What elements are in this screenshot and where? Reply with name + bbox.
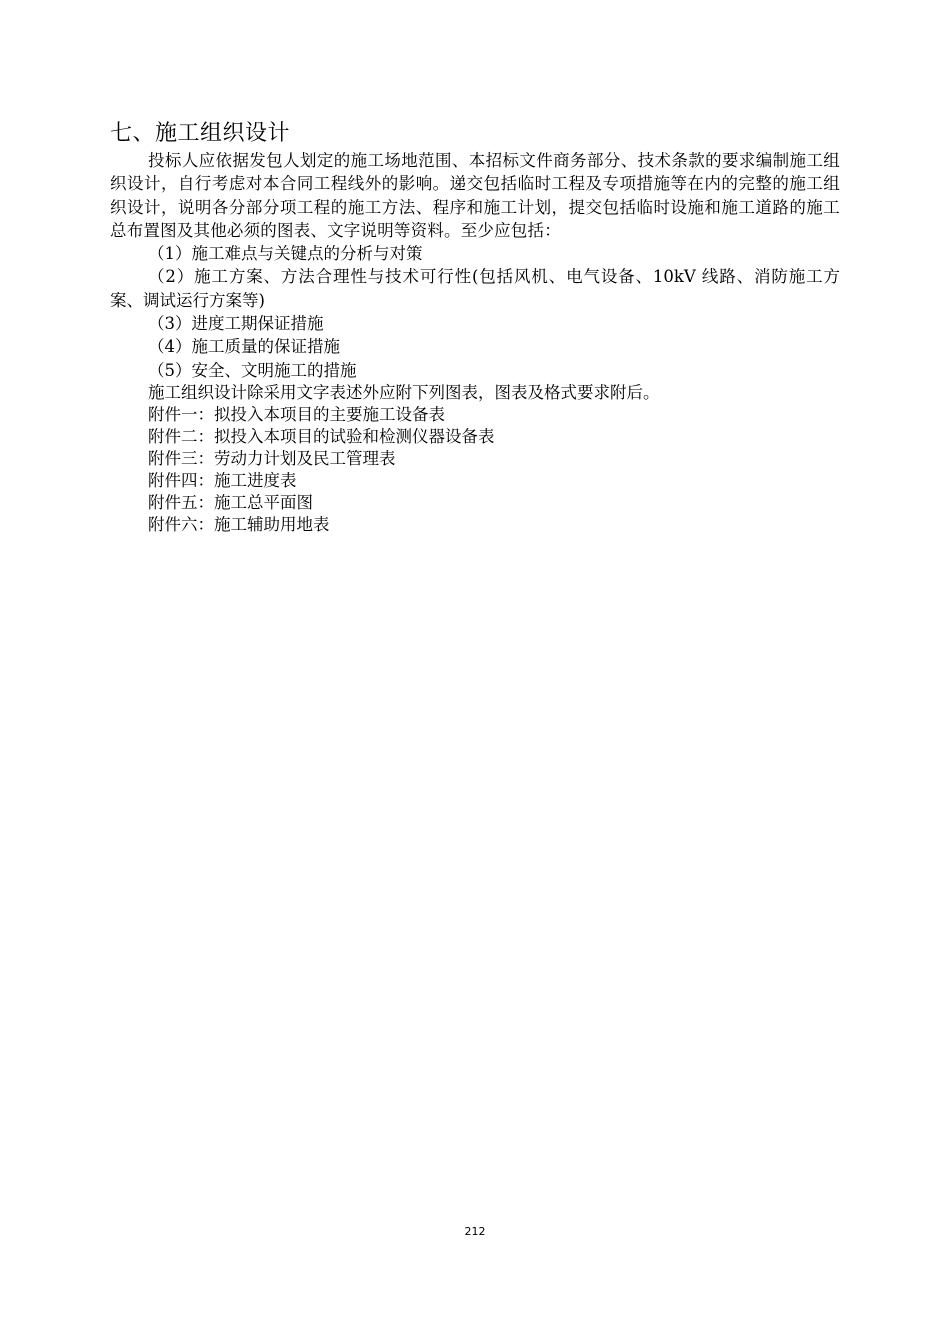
intro-paragraph: 投标人应依据发包人划定的施工场地范围、本招标文件商务部分、技术条款的要求编制施工组织设计，自行考虑对本合同工程线外的影响。递交包括临时工程及专项措施等在内的完整的施工组织设计，说明各分部分项工程的施工方法、程序和施工计划，提交包括临时设施和施工道路的施工总布置图及其他必须的图表、文字说明等资料。至少应包括： (110, 151, 840, 240)
attachment-item: 附件二：拟投入本项目的试验和检测仪器设备表 (148, 426, 495, 446)
attachment-item: 附件三：劳动力计划及民工管理表 (148, 448, 396, 468)
section-heading: 七、施工组织设计 (110, 121, 291, 146)
page-content (110, 120, 840, 536)
attachment-list (110, 404, 840, 536)
attachment-item: 附件六：施工辅助用地表 (148, 514, 330, 534)
requirement-item: （3）进度工期保证措施 (148, 314, 324, 334)
requirement-list (110, 242, 840, 382)
attachment-item: 附件一：拟投入本项目的主要施工设备表 (148, 404, 445, 424)
requirement-item: （1）施工难点与关键点的分析与对策 (148, 244, 423, 264)
requirement-item: （2）施工方案、方法合理性与技术可行性(包括风机、电气设备、10kV 线路、消防施工方案、调试运行方案等) (110, 267, 840, 310)
attachment-item: 附件四：施工进度表 (148, 470, 297, 490)
requirement-item: （4）施工质量的保证措施 (148, 337, 340, 357)
page-number: 212 (464, 1225, 486, 1238)
attachment-item: 附件五：施工总平面图 (148, 492, 313, 512)
requirement-item: （5）安全、文明施工的措施 (148, 360, 357, 380)
attachment-note: 施工组织设计除采用文字表述外应附下列图表，图表及格式要求附后。 (148, 382, 660, 402)
